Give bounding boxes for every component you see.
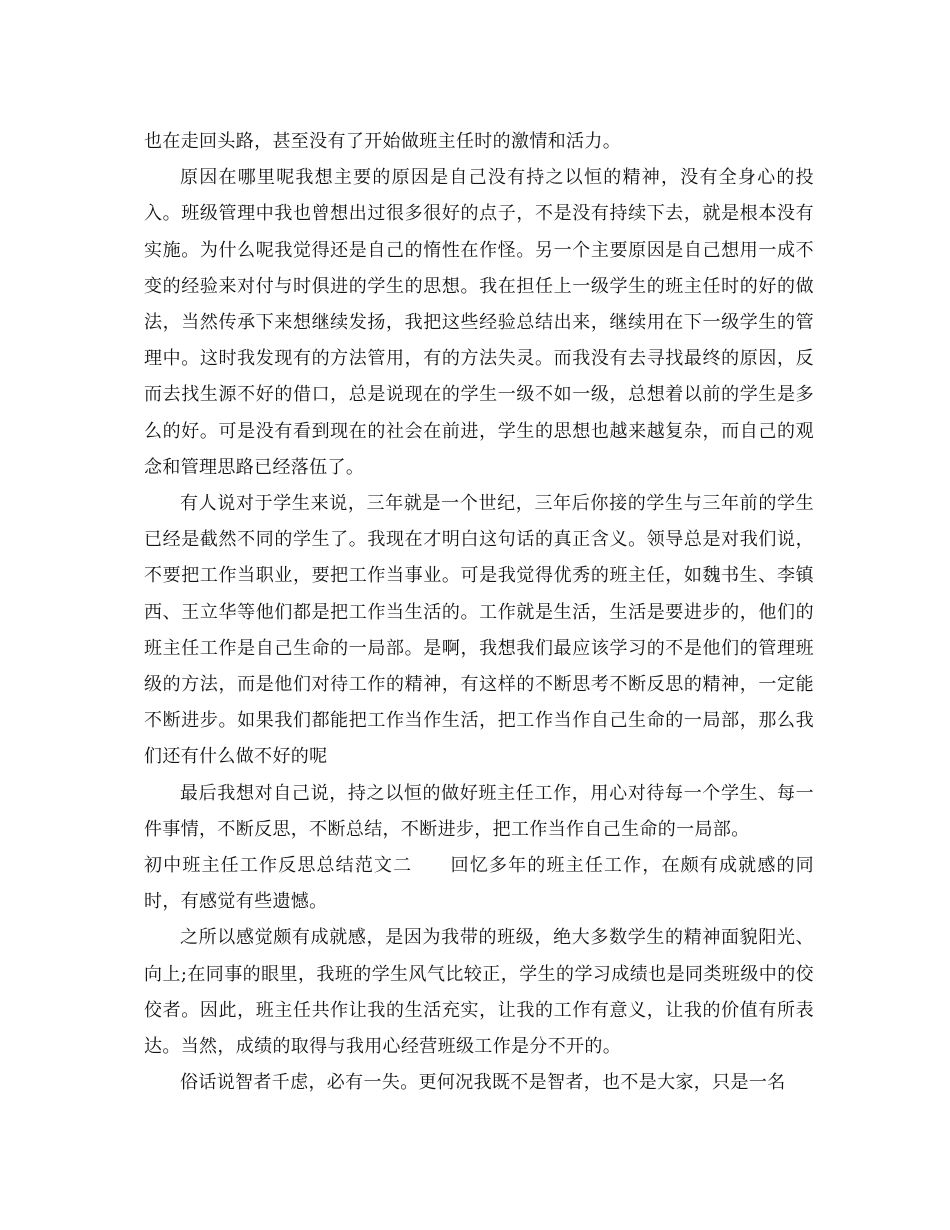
- paragraph-6: 之所以感觉颇有成就感，是因为我带的班级，绝大多数学生的精神面貌阳光、向上;在同事的眼里，我班的学生风气比较正，学生的学习成绩也是同类班级中的佼佼者。因此，班主任共作让我的生活充实，让我的工作有意义，让我的价值有所表达。当然，成绩的取得与我用心经营班级工作是分不开的。: [144, 927, 814, 1058]
- paragraph-2: 原因在哪里呢我想主要的原因是自己没有持之以恒的精神，没有全身心的投入。班级管理中我也曾想出过很多很好的点子，不是没有持续下去，就是根本没有实施。为什么呢我觉得还是自己的惰性在作怪。另一个主要原因是自己想用一成不变的经验来对付与时俱进的学生的思想。我在担任上一级学生的班主任时的好的做法，当然传承下来想继续发扬，我把这些经验总结出来，继续用在下一级学生的管理中。这时我发现有的方法管用，有的方法失灵。而我没有去寻找最终的原因，反而去找生源不好的借口，总是说现在的学生一级不如一级，总想着以前的学生是多么的好。可是没有看到现在的社会在前进，学生的思想也越来越复杂，而自己的观念和管理思路已经落伍了。: [144, 167, 814, 478]
- paragraph-4: 最后我想对自己说，持之以恒的做好班主任工作，用心对待每一个学生、每一件事情，不断反思，不断总结，不断进步，把工作当作自己生命的一局部。: [144, 782, 814, 840]
- paragraph-1: 也在走回头路，甚至没有了开始做班主任时的激情和活力。: [144, 131, 622, 152]
- paragraph-7: 俗话说智者千虑，必有一失。更何况我既不是智者，也不是大家，只是一名: [180, 1072, 786, 1094]
- paragraph-5-section-heading: 初中班主任工作反思总结范文二 回忆多年的班主任工作，在颇有成就感的同时，有感觉有些遗憾。: [144, 855, 814, 913]
- document-body: [144, 124, 814, 1101]
- paragraph-3: 有人说对于学生来说，三年就是一个世纪，三年后你接的学生与三年前的学生已经是截然不同的学生了。我现在才明白这句话的真正含义。领导总是对我们说，不要把工作当职业，要把工作当事业。可是我觉得优秀的班主任，如魏书生、李镇西、王立华等他们都是把工作当生活的。工作就是生活，生活是要进步的，他们的班主任工作是自己生命的一局部。是啊，我想我们最应该学习的不是他们的管理班级的方法，而是他们对待工作的精神，有这样的不断思考不断反思的精神，一定能不断进步。如果我们都能把工作当作生活，把工作当作自己生命的一局部，那么我们还有什么做不好的呢: [144, 493, 814, 768]
